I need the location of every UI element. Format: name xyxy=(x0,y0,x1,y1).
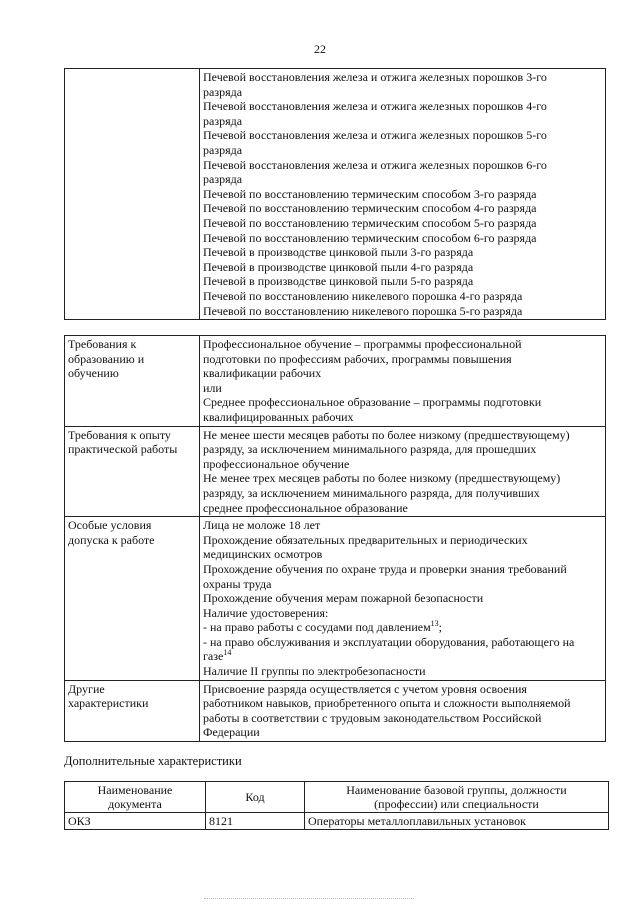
table-row xyxy=(65,813,609,830)
occupation-name-line: Печевой по восстановлению никелевого порошка 5-го разряда xyxy=(203,303,523,318)
occupation-name-line: Печевой по восстановлению термическим способом 6-го разряда xyxy=(203,230,537,245)
footnote-13: 13 xyxy=(430,619,439,629)
requirements-table xyxy=(64,335,606,742)
education-value: Профессиональное обучение – программы профессиональной подготовки по профессиям рабочих, программы повышения квалификации рабочих или Среднее профессиональное образование – программы подготовки квалифицированных рабочих xyxy=(200,336,606,427)
experience-row xyxy=(65,426,606,517)
row-group: Операторы металлоплавильных установок xyxy=(305,813,609,830)
header-row xyxy=(65,782,609,813)
additional-characteristics-title: Дополнительные характеристики xyxy=(64,754,242,768)
occupation-name-line: Печевой восстановления железа и отжига железных порошков 5-го xyxy=(203,128,547,143)
occupation-names-cell xyxy=(200,69,606,320)
row-code: 8121 xyxy=(206,813,305,830)
occupation-name-line: разряда xyxy=(203,84,243,99)
occupation-name-line: Печевой восстановления железа и отжига железных порошков 3-го xyxy=(203,70,547,84)
other-value: Присвоение разряда осуществляется с учетом уровня освоения работником навыков, приобретенного опыта и сложности выполняемой работы в соответствии с трудовым законодательством Российской Федерации xyxy=(200,680,606,741)
occupation-name-line: Печевой в производстве цинковой пыли 4-го разряда xyxy=(203,259,474,274)
occupation-name-line: разряда xyxy=(203,113,243,128)
education-row xyxy=(65,336,606,427)
header-code: Код xyxy=(206,782,305,813)
conditions-value: Лица не моложе 18 лет Прохождение обязательных предварительных и периодических медицинских осмотров Прохождение обучения по охране труда и проверки знания требований охраны труда Прохождение обучения мерам пожарной безопасности Наличие удостоверения: - на право работы с сосудами под давлением$^{13}$; - на право обслуживания и эксплуатации оборудования, работающего на газе$^{14}$ Наличие II группы по электробезопасности xyxy=(200,517,606,681)
occupation-name-line: разряда xyxy=(203,172,243,187)
other-label: Другие характеристики xyxy=(65,680,200,741)
conditions-label: Особые условия допуска к работе xyxy=(65,517,200,681)
education-label: Требования к образованию и обучению xyxy=(65,336,200,427)
experience-value: Не менее шести месяцев работы по более низкому (предшествующему) разряду, за исключением минимального разряда, для прошедших профессиональное обучение Не менее трех месяцев работы по более низкому (предшествующему) разряду, за исключением минимального разряда, для получивших среднее профессиональное образование xyxy=(200,426,606,517)
occupation-name-line: Печевой по восстановлению термическим способом 3-го разряда xyxy=(203,186,537,201)
header-doc: Наименование документа xyxy=(65,782,206,813)
pressure-vessel-line: - на право работы с сосудами под давлением$^{13}$; xyxy=(203,619,443,635)
occupation-name-line: Печевой по восстановлению никелевого порошка 4-го разряда xyxy=(203,288,523,303)
page-bottom-divider xyxy=(204,898,414,901)
occupation-name-line: Печевой по восстановлению термическим способом 5-го разряда xyxy=(203,215,537,230)
experience-label: Требования к опыту практической работы xyxy=(65,426,200,517)
occupation-name-line: Печевой по восстановлению термическим способом 4-го разряда xyxy=(203,201,537,216)
occupation-names-table xyxy=(64,68,606,320)
occupation-name-line: Печевой восстановления железа и отжига железных порошков 6-го xyxy=(203,157,547,172)
additional-characteristics-table xyxy=(64,781,609,830)
conditions-row xyxy=(65,517,606,681)
page-number: 22 xyxy=(314,42,326,56)
gas-line: газе$^{14}$ xyxy=(203,648,232,664)
footnote-14: 14 xyxy=(223,648,232,658)
occupation-name-line: Печевой восстановления железа и отжига железных порошков 4-го xyxy=(203,99,547,114)
header-group: Наименование базовой группы, должности (профессии) или специальности xyxy=(305,782,609,813)
occupation-name-line: Печевой в производстве цинковой пыли 5-го разряда xyxy=(203,274,474,289)
names-table-empty-cell xyxy=(65,69,200,320)
other-row xyxy=(65,680,606,741)
row-doc: ОКЗ xyxy=(65,813,206,830)
occupation-name-line: Печевой в производстве цинковой пыли 3-го разряда xyxy=(203,245,474,260)
occupation-name-line: разряда xyxy=(203,142,243,157)
